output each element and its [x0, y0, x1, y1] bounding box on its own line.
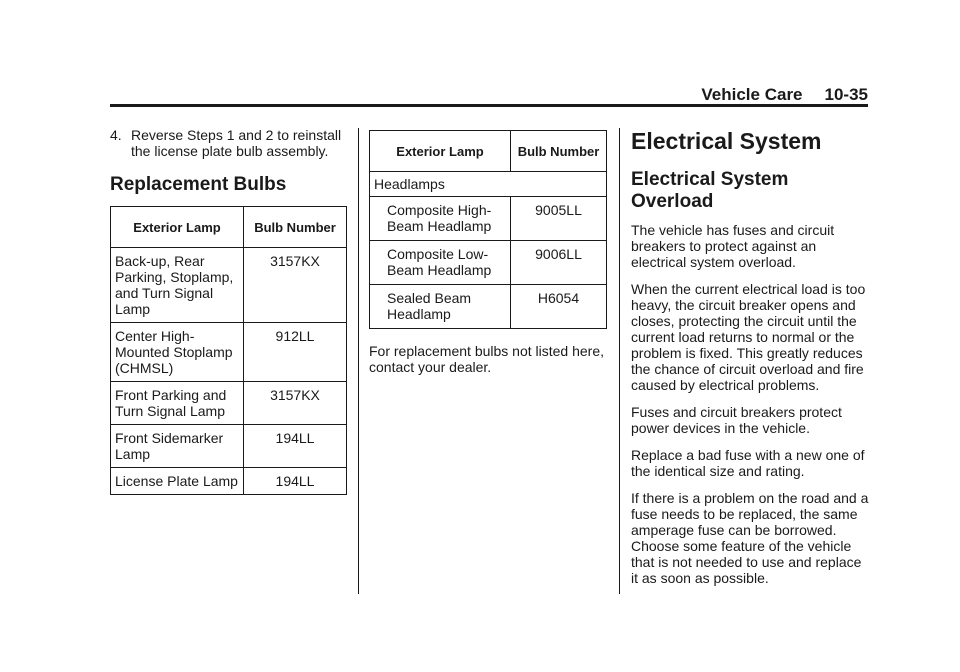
- replacement-bulbs-table: [110, 206, 347, 495]
- column-3: [631, 127, 869, 597]
- column-header-lamp: Exterior Lamp: [111, 207, 244, 248]
- column-2: [369, 130, 607, 386]
- table-row: [111, 248, 347, 323]
- body-paragraph: Fuses and circuit breakers protect power devices in the vehicle.: [631, 404, 842, 436]
- header-rule: [110, 104, 868, 107]
- table-header-row: [370, 131, 607, 172]
- table-row: [111, 382, 347, 425]
- lamp-cell: Sealed Beam Headlamp: [370, 285, 511, 329]
- table-row: [111, 468, 347, 495]
- section-heading-electrical-system: Electrical System: [631, 128, 822, 154]
- bulb-cell: 912LL: [244, 323, 347, 382]
- table-group-row: [370, 172, 607, 197]
- group-label-headlamps: Headlamps: [370, 172, 607, 197]
- body-paragraph: When the current electrical load is too heavy, the circuit breaker opens and closes, protecting the circuit until the current load returns to normal or the problem is fixed. This greatly reduces the chance of circuit overload and fire caused by electrical problems.: [631, 281, 866, 393]
- section-heading-replacement-bulbs: Replacement Bulbs: [110, 174, 287, 195]
- lamp-cell: Back-up, Rear Parking, Stoplamp, and Turn Signal Lamp: [111, 248, 244, 323]
- bulb-cell: 194LL: [244, 468, 347, 495]
- table-header-row: [111, 207, 347, 248]
- bulb-cell: 9005LL: [511, 197, 607, 241]
- column-1: [110, 127, 347, 495]
- step-number: 4.: [110, 127, 122, 143]
- column-header-bulb: Bulb Number: [511, 131, 607, 172]
- column-header-lamp: Exterior Lamp: [370, 131, 511, 172]
- body-paragraph: The vehicle has fuses and circuit breakers to protect against an electrical system overload.: [631, 222, 835, 270]
- lamp-cell: Center High-Mounted Stoplamp (CHMSL): [111, 323, 244, 382]
- lamp-cell: Front Parking and Turn Signal Lamp: [111, 382, 244, 425]
- column-divider-1: [358, 128, 359, 594]
- lamp-cell: Composite High-Beam Headlamp: [370, 197, 511, 241]
- table-row: [111, 323, 347, 382]
- body-paragraph: Replace a bad fuse with a new one of the identical size and rating.: [631, 447, 865, 479]
- section-title: Vehicle Care: [701, 85, 803, 104]
- column-divider-2: [619, 128, 620, 594]
- subheading-electrical-overload: Electrical System Overload: [631, 169, 789, 212]
- bulb-cell: 9006LL: [511, 241, 607, 285]
- table-row: [370, 197, 607, 241]
- step-text: Reverse Steps 1 and 2 to reinstall the license plate bulb assembly.: [131, 127, 342, 159]
- lamp-cell: Composite Low-Beam Headlamp: [370, 241, 511, 285]
- dealer-note: For replacement bulbs not listed here, contact your dealer.: [369, 343, 605, 375]
- bulb-cell: 3157KX: [244, 248, 347, 323]
- headlamp-bulbs-table: [369, 130, 607, 329]
- table-row: [370, 285, 607, 329]
- bulb-cell: H6054: [511, 285, 607, 329]
- page-header: [110, 86, 868, 104]
- table-row: [370, 241, 607, 285]
- bulb-cell: 194LL: [244, 425, 347, 468]
- bulb-cell: 3157KX: [244, 382, 347, 425]
- step-item: [110, 127, 347, 159]
- body-paragraph: If there is a problem on the road and a fuse needs to be replaced, the same amperage fuse can be borrowed. Choose some feature of the vehicle that is not needed to use and replace it as soon as possible.: [631, 490, 869, 586]
- lamp-cell: Front Sidemarker Lamp: [111, 425, 244, 468]
- table-row: [111, 425, 347, 468]
- column-header-bulb: Bulb Number: [244, 207, 347, 248]
- lamp-cell: License Plate Lamp: [111, 468, 244, 495]
- page-number: 10-35: [824, 85, 868, 104]
